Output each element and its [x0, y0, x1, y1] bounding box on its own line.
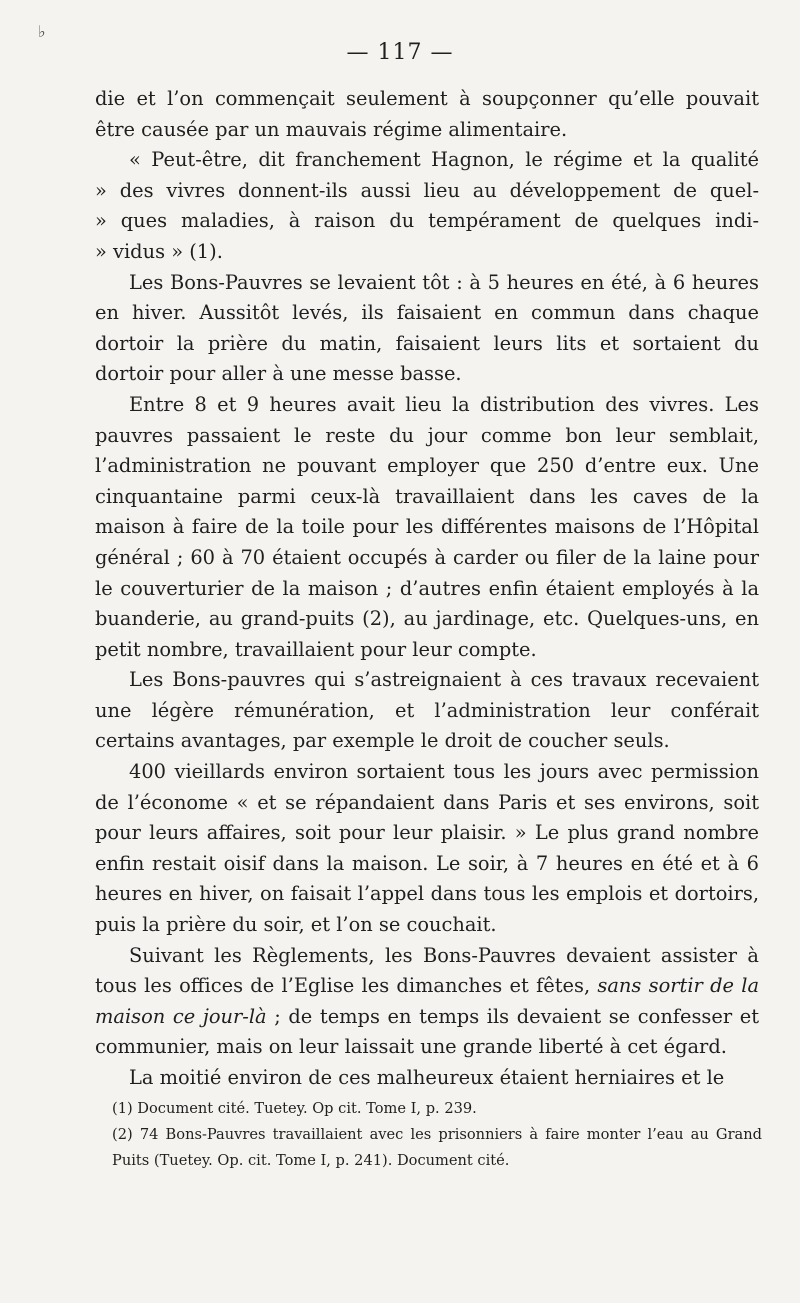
paragraph-rising: Les Bons-Pauvres se levaient tôt : à 5 heures en été, à 6 heures en hiver. Aussitôt levés, ils faisaient en commun dans chaque dortoir la prière du matin, faisaient leurs lits et sortaient du dortoir pour aller à une messe basse.	[95, 270, 759, 386]
footnote-1: (1) Document cité. Tuetey. Op cit. Tome I, p. 239.	[112, 1100, 477, 1117]
quotation-paragraph	[95, 145, 759, 267]
footnotes	[112, 1096, 762, 1174]
rules-text-start: Suivant les Règlements, les Bons-Pauvres devaient assister à tous les offices de l’Eglise les dimanches et fêtes,	[95, 943, 759, 998]
quote-line: » des vivres donnent-ils aussi lieu au développement de quel-	[95, 178, 759, 202]
footnote-2: (2) 74 Bons-Pauvres travaillaient avec les prisonniers à faire monter l’eau au Grand Puits (Tuetey. Op. cit. Tome I, p. 241). Document cité.	[112, 1126, 762, 1169]
quote-line: « Peut-être, dit franchement Hagnon, le régime et la qualité	[129, 148, 759, 172]
rules-text-end: ; de temps en temps ils devaient se confesser et communier, mais on leur laissait une grande liberté à cet égard.	[95, 1004, 759, 1059]
paragraph-last-line: La moitié environ de ces malheureux étaient herniaires et le	[129, 1066, 725, 1089]
margin-mark: ♭	[38, 22, 46, 41]
paragraph-rules	[95, 941, 759, 1063]
page-number: — 117 —	[346, 40, 454, 65]
paragraph-outings: 400 vieillards environ sortaient tous les jours avec permission de l’économe « et se répandaient dans Paris et ses environs, soit pour leurs affaires, soit pour leur plaisir. » Le plus grand nombre enfin restait oisif dans la maison. Le soir, à 7 heures en été et à 6 heures en hiver, on faisait l’appel dans tous les emplois et dortoirs, puis la prière du soir, et l’on se couchait.	[95, 760, 759, 937]
paragraph-food-distribution: Entre 8 et 9 heures avait lieu la distribution des vivres. Les pauvres passaient le reste du jour comme bon leur semblait, l’administration ne pouvant employer que 250 d’entre eux. Une cinquantaine parmi ceux-là travaillaient dans les caves de la maison à faire de la toile pour les différentes maisons de l’Hôpital général ; 60 à 70 étaient occupés à carder ou filer de la laine pour le couverturier de la maison ; d’autres enfin étaient employés à la buanderie, au grand-puits (2), au jardinage, etc. Quelques-uns, en petit nombre, travaillaient pour leur compte.	[95, 392, 759, 661]
paragraph-continued: die et l’on commençait seulement à soupçonner qu’elle pouvait être causée par un mauvais régime alimentaire.	[95, 87, 759, 141]
quote-line: » vidus » (1).	[95, 239, 223, 263]
rules-italic-text: sans sortir de la maison ce jour-là	[95, 974, 760, 1028]
body-text	[95, 84, 759, 1094]
paragraph-remuneration: Les Bons-pauvres qui s’astreignaient à ces travaux recevaient une légère rémunération, et l’administration leur conférait certains avantages, par exemple le droit de coucher seuls.	[95, 668, 759, 753]
quote-line: » ques maladies, à raison du tempérament de quelques indi-	[95, 209, 759, 233]
